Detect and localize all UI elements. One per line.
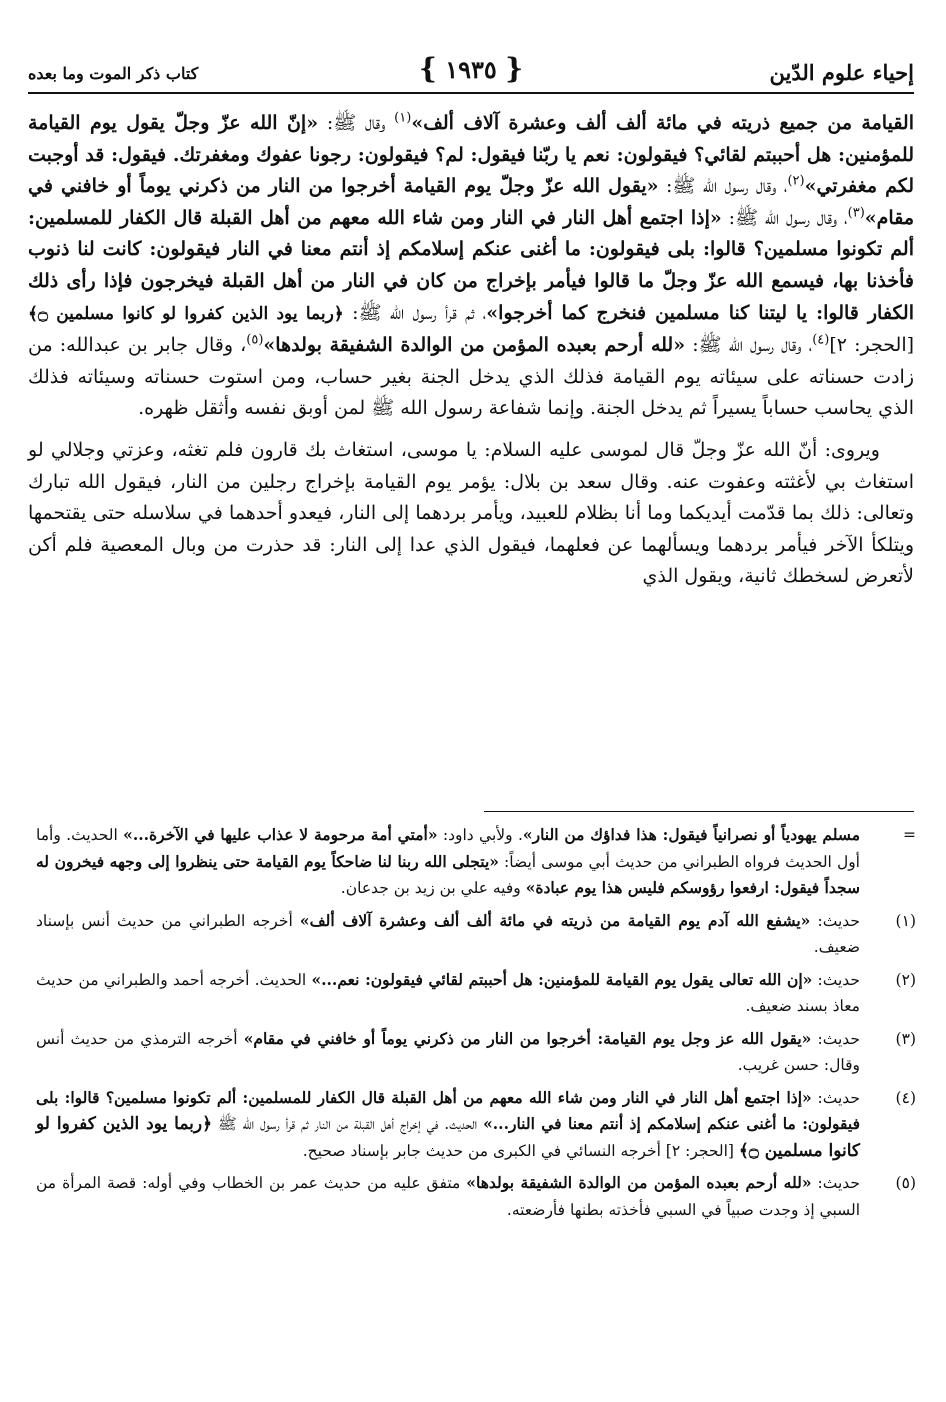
quran-verse: ﴿ربما يود الذين كفروا لو كانوا مسلمين ۝﴾ bbox=[28, 303, 344, 324]
text-run: وقال ﷺ: bbox=[318, 112, 395, 134]
text-run: الحديث. وأما أول الحديث فرواه الطبراني من حديث أبي موسى أيضاً: bbox=[36, 826, 860, 871]
footnote-number: (١) bbox=[895, 911, 916, 930]
footnote-item bbox=[36, 908, 916, 961]
hadith-quote: القيامة من جميع ذريته في مائة ألف ألف وعشرة آلاف ألف» bbox=[411, 112, 914, 134]
footnote-item bbox=[36, 1170, 916, 1223]
footnote-marker: (٢) bbox=[787, 173, 805, 189]
hadith-quote: «يقول الله عزّ وجلّ يوم القيامة أخرجوا من النار من ذكرني يوماً أو خافني في مقام» bbox=[28, 175, 914, 229]
text-run: أخرجه الترمذي من حديث أنس وقال: حسن غريب. bbox=[36, 1029, 860, 1074]
hadith-quote: «إذا اجتمع أهل النار في النار ومن شاء الله معهم من أهل القبلة قال الكفار للمسلمين: ألم تكونوا مسلمين؟ قالوا: بلى فيقولون: ما أغنى عنكم إسلامكم إذ أنتم معنا في النار فيقولون: كانت لنا ذنوب فأخذنا بها، فيسمع الله عزّ وجلّ ما قالوا فيأمر بإخراج من كان في النار من أهل القبلة فيخرجون فإذا رأى ذلك الكفار قالوا: يا ليتنا كنا مسلمين فنخرج كما أخرجوا» bbox=[28, 206, 914, 324]
text-run: حديث: bbox=[811, 1088, 860, 1107]
footnote-separator bbox=[484, 811, 914, 812]
text-run: حديث: bbox=[811, 1174, 861, 1192]
footnotes bbox=[36, 822, 916, 1229]
text-run: [الحجر: ٢] أخرجه النسائي في الكبرى من حديث جابر بإسناد صحيح. bbox=[302, 1141, 739, 1160]
footnote-item bbox=[36, 822, 916, 902]
text-run: حديث: bbox=[812, 970, 860, 989]
text-run: أخرجه الطبراني من حديث أنس بإسناد ضعيف. bbox=[36, 911, 860, 956]
text-run: حديث: bbox=[810, 911, 860, 930]
hadith-quote: «يقول الله عز وجل يوم القيامة: أخرجوا من النار من ذكرني يوماً أو خافني في مقام» bbox=[243, 1028, 812, 1048]
hadith-quote: «إن الله تعالى يقول يوم القيامة للمؤمنين: هل أحببتم لقائي فيقولون: نعم...» bbox=[311, 969, 813, 989]
text-run: الحديث. أخرجه أحمد والطبراني من حديث معاذ بسند ضعيف. bbox=[36, 970, 860, 1015]
text-run: . ولأبي داود: bbox=[437, 826, 523, 844]
header-rule bbox=[28, 92, 914, 94]
text-run: ، ثم قرأ رسول الله ﷺ: bbox=[343, 301, 487, 324]
footnote-number: (٤) bbox=[895, 1088, 916, 1107]
text-run: وفيه علي بن زيد بن جدعان. bbox=[340, 879, 526, 897]
footnote-item bbox=[36, 1085, 916, 1165]
hadith-quote: «إذا اجتمع أهل النار في النار ومن شاء الله معهم من أهل القبلة قال الكفار للمسلمين: ألم تكونوا مسلمين؟ قالوا: بلى فيقولون: ما أغنى عنكم إسلامكم إذ أنتم معنا في النار...» bbox=[36, 1087, 860, 1133]
brace-left-ornament: { bbox=[418, 52, 437, 85]
paragraph-2: ويروى: أنّ الله عزّ وجلّ قال لموسى عليه السلام: يا موسى، استغاث بك قارون فلم تغثه، وعزتي وجلالي لو استغاث بي لأغثته وعفوت عنه. وقال سعد بن بلال: يؤمر يوم القيامة بإخراج رجلين من النار، فيقول الله تبارك وتعالى: ذلك بما قدّمت أيديكما وما أنا بظلام للعبيد، ويأمر بردهما إلى النار، فيعدو أحدهما في سلاسله حتى يقتحمها ويتلكأ الآخر فيأمر بردهما ويسألهما عن فعلهما، فيقول الذي عدا إلى النار: قد حذرت من وبال المعصية فلم أكن لأتعرض لسخطك ثانية، ويقول الذي bbox=[28, 438, 914, 588]
text-run: [الحجر: ٢] bbox=[829, 334, 915, 357]
text-run: متفق عليه من حديث عمر بن الخطاب وفي أوله: قصة المرأة من السبي إذ وجدت صبياً في السبي فأخذته بطنها فأرضعته. bbox=[36, 1174, 860, 1219]
text-run: ، وقال جابر بن عبدالله: من زادت حسناته على سيئاته يوم القيامة فذلك الذي يدخل الجنة بغير حساب، ومن استوت حسناته وسيئاته فذلك الذي يحاسب حساباً يسيراً ثم يدخل الجنة. وإنما شفاعة رسول الله ﷺ لمن أوبق نفسه وأثقل ظهره. bbox=[28, 334, 914, 420]
footnote-marker: (١) bbox=[394, 110, 412, 126]
hadith-quote: «لله أرحم بعبده المؤمن من الوالدة الشفيقة بولدها» bbox=[466, 1173, 812, 1192]
text-run: حديث: bbox=[811, 1029, 860, 1048]
hadith-quote: مسلم يهودياً أو نصرانياً فيقول: هذا فداؤك من النار» bbox=[522, 825, 860, 844]
book-title: إحياء علوم الدّين bbox=[769, 60, 914, 85]
hadith-quote: «أمتي أمة مرحومة لا عذاب عليها في الآخرة...» bbox=[123, 825, 438, 844]
page-number: ١٩٣٥ bbox=[445, 55, 497, 84]
paragraph-1 bbox=[28, 108, 914, 425]
hadith-quote: «يتجلى الله ربنا لنا ضاحكاً يوم القيامة حتى ينظروا إلى وجهه فيخرون له سجداً فيقول: ارفعوا رؤوسكم فليس هذا يوم عبادة» bbox=[36, 851, 860, 897]
text-run: ، وقال رسول الله ﷺ: bbox=[685, 334, 813, 357]
hadith-quote: «إنّ الله عزّ وجلّ يقول يوم القيامة للمؤمنين: هل أحببتم لقائي؟ فيقولون: نعم يا ربّنا فيقول: لم؟ فيقولون: رجونا عفوك ومغفرتك. فيقول: قد أوجبت لكم مغفرتي» bbox=[28, 112, 915, 198]
brace-right-ornament: } bbox=[505, 52, 524, 85]
footnote-number: (٢) bbox=[895, 970, 916, 989]
running-header bbox=[28, 52, 914, 92]
hadith-quote: «لله أرحم بعبده المؤمن من الوالدة الشفيقة بولدها» bbox=[263, 334, 686, 357]
footnote-item bbox=[36, 967, 916, 1020]
quran-verse: ﴿ربما يود الذين كفروا لو كانوا مسلمين ۝﴾ bbox=[36, 1114, 860, 1161]
footnote-number: (٥) bbox=[895, 1174, 916, 1192]
hadith-quote: «يشفع الله آدم يوم القيامة من ذريته في مائة ألف ألف وعشرة آلاف ألف» bbox=[299, 910, 811, 930]
chapter-title: كتاب ذكر الموت وما بعده bbox=[28, 64, 199, 83]
footnote-marker: (٣) bbox=[847, 205, 865, 221]
footnote-item bbox=[36, 1026, 916, 1079]
footnote-number: = bbox=[903, 826, 916, 844]
footnote-number: (٣) bbox=[895, 1029, 916, 1048]
footnote-marker: (٥) bbox=[246, 332, 264, 348]
footnote-marker: (٤) bbox=[812, 332, 830, 348]
text-run: ، وقال رسول الله ﷺ: bbox=[721, 206, 848, 229]
text-run: ، وقال رسول الله ﷺ: bbox=[658, 175, 788, 198]
text-run: الحديث. في إخراج أهل القبلة من النار ثم قرأ رسول الله ﷺ bbox=[212, 1115, 484, 1133]
main-text bbox=[28, 108, 914, 593]
